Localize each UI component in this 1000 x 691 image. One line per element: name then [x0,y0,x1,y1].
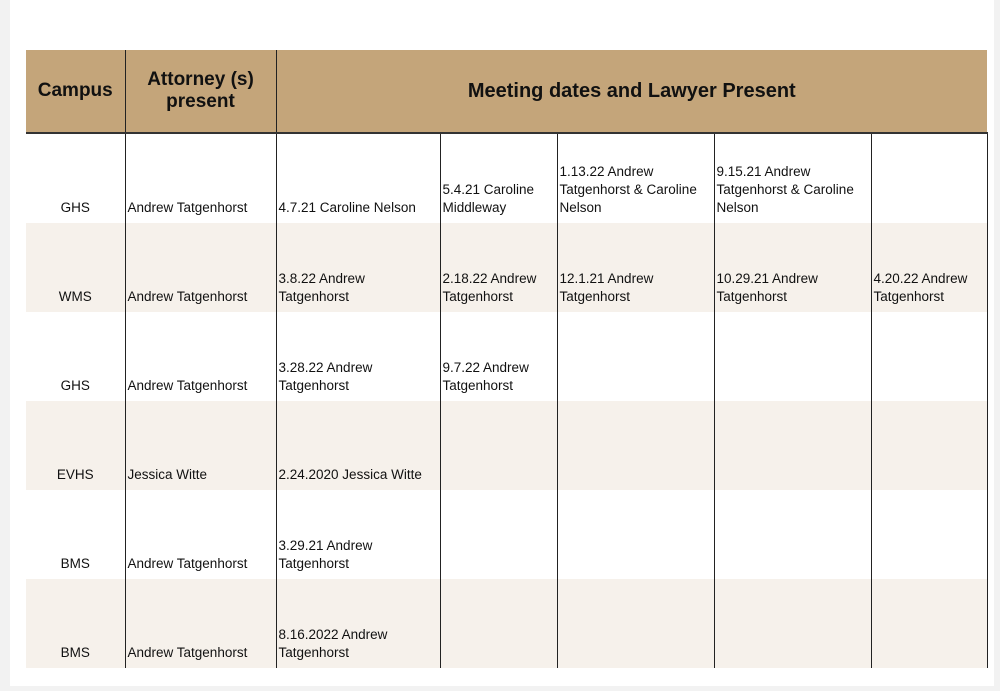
header-meetings: Meeting dates and Lawyer Present [276,50,987,133]
campus-cell: GHS [60,200,90,215]
meeting-cell: 4.7.21 Caroline Nelson [276,133,440,223]
meeting-cell [557,579,714,668]
table-row [26,401,987,490]
table-row [26,490,987,579]
table-row [26,312,987,401]
meeting-cell: 10.29.21 Andrew Tatgenhorst [714,223,871,312]
campus-cell: EVHS [26,401,125,490]
meeting-cell [440,401,557,490]
attorney-cell: Andrew Tatgenhorst [125,490,276,579]
meeting-cell: 12.1.21 Andrew Tatgenhorst [557,223,714,312]
attorney-cell: Andrew Tatgenhorst [125,223,276,312]
header-row [26,50,987,133]
meeting-cell [714,401,871,490]
meetings-table-container [26,50,987,660]
meeting-cell [871,401,987,490]
campus-cell: GHS [60,378,90,393]
meetings-table [26,50,988,668]
meeting-cell [871,579,987,668]
meeting-cell: 3.29.21 Andrew Tatgenhorst [276,490,440,579]
meeting-cell: 8.16.2022 Andrew Tatgenhorst [276,579,440,668]
meeting-cell [440,490,557,579]
meeting-cell: 5.4.21 Caroline Middleway [440,133,557,223]
meeting-cell: 9.15.21 Andrew Tatgenhorst & Caroline Nelson [714,133,871,223]
meeting-cell [557,401,714,490]
meeting-cell [871,312,987,401]
meeting-cell [557,490,714,579]
document-page [10,0,994,686]
attorney-cell: Andrew Tatgenhorst [125,312,276,401]
table-row [26,223,987,312]
meeting-cell: 3.28.22 Andrew Tatgenhorst [276,312,440,401]
meeting-cell [557,312,714,401]
meeting-cell [714,579,871,668]
attorney-cell: Andrew Tatgenhorst [125,579,276,668]
campus-cell: WMS [26,223,125,312]
meeting-cell [714,490,871,579]
table-row [26,579,987,668]
campus-cell: BMS [26,579,125,668]
meeting-cell [440,579,557,668]
meeting-cell: 9.7.22 Andrew Tatgenhorst [440,312,557,401]
meeting-cell: 1.13.22 Andrew Tatgenhorst & Caroline Nelson [557,133,714,223]
meeting-cell: 4.20.22 Andrew Tatgenhorst [871,223,987,312]
attorney-cell: Jessica Witte [125,401,276,490]
table-row [26,133,987,223]
campus-cell: BMS [60,556,90,571]
meeting-cell [871,490,987,579]
meeting-cell: 2.18.22 Andrew Tatgenhorst [440,223,557,312]
header-attorney: Attorney (s) present [125,50,276,133]
meeting-cell: 2.24.2020 Jessica Witte [276,401,440,490]
meeting-cell [714,312,871,401]
meeting-cell: 3.8.22 Andrew Tatgenhorst [276,223,440,312]
attorney-cell: Andrew Tatgenhorst [125,133,276,223]
header-campus: Campus [26,50,125,133]
meeting-cell [871,133,987,223]
